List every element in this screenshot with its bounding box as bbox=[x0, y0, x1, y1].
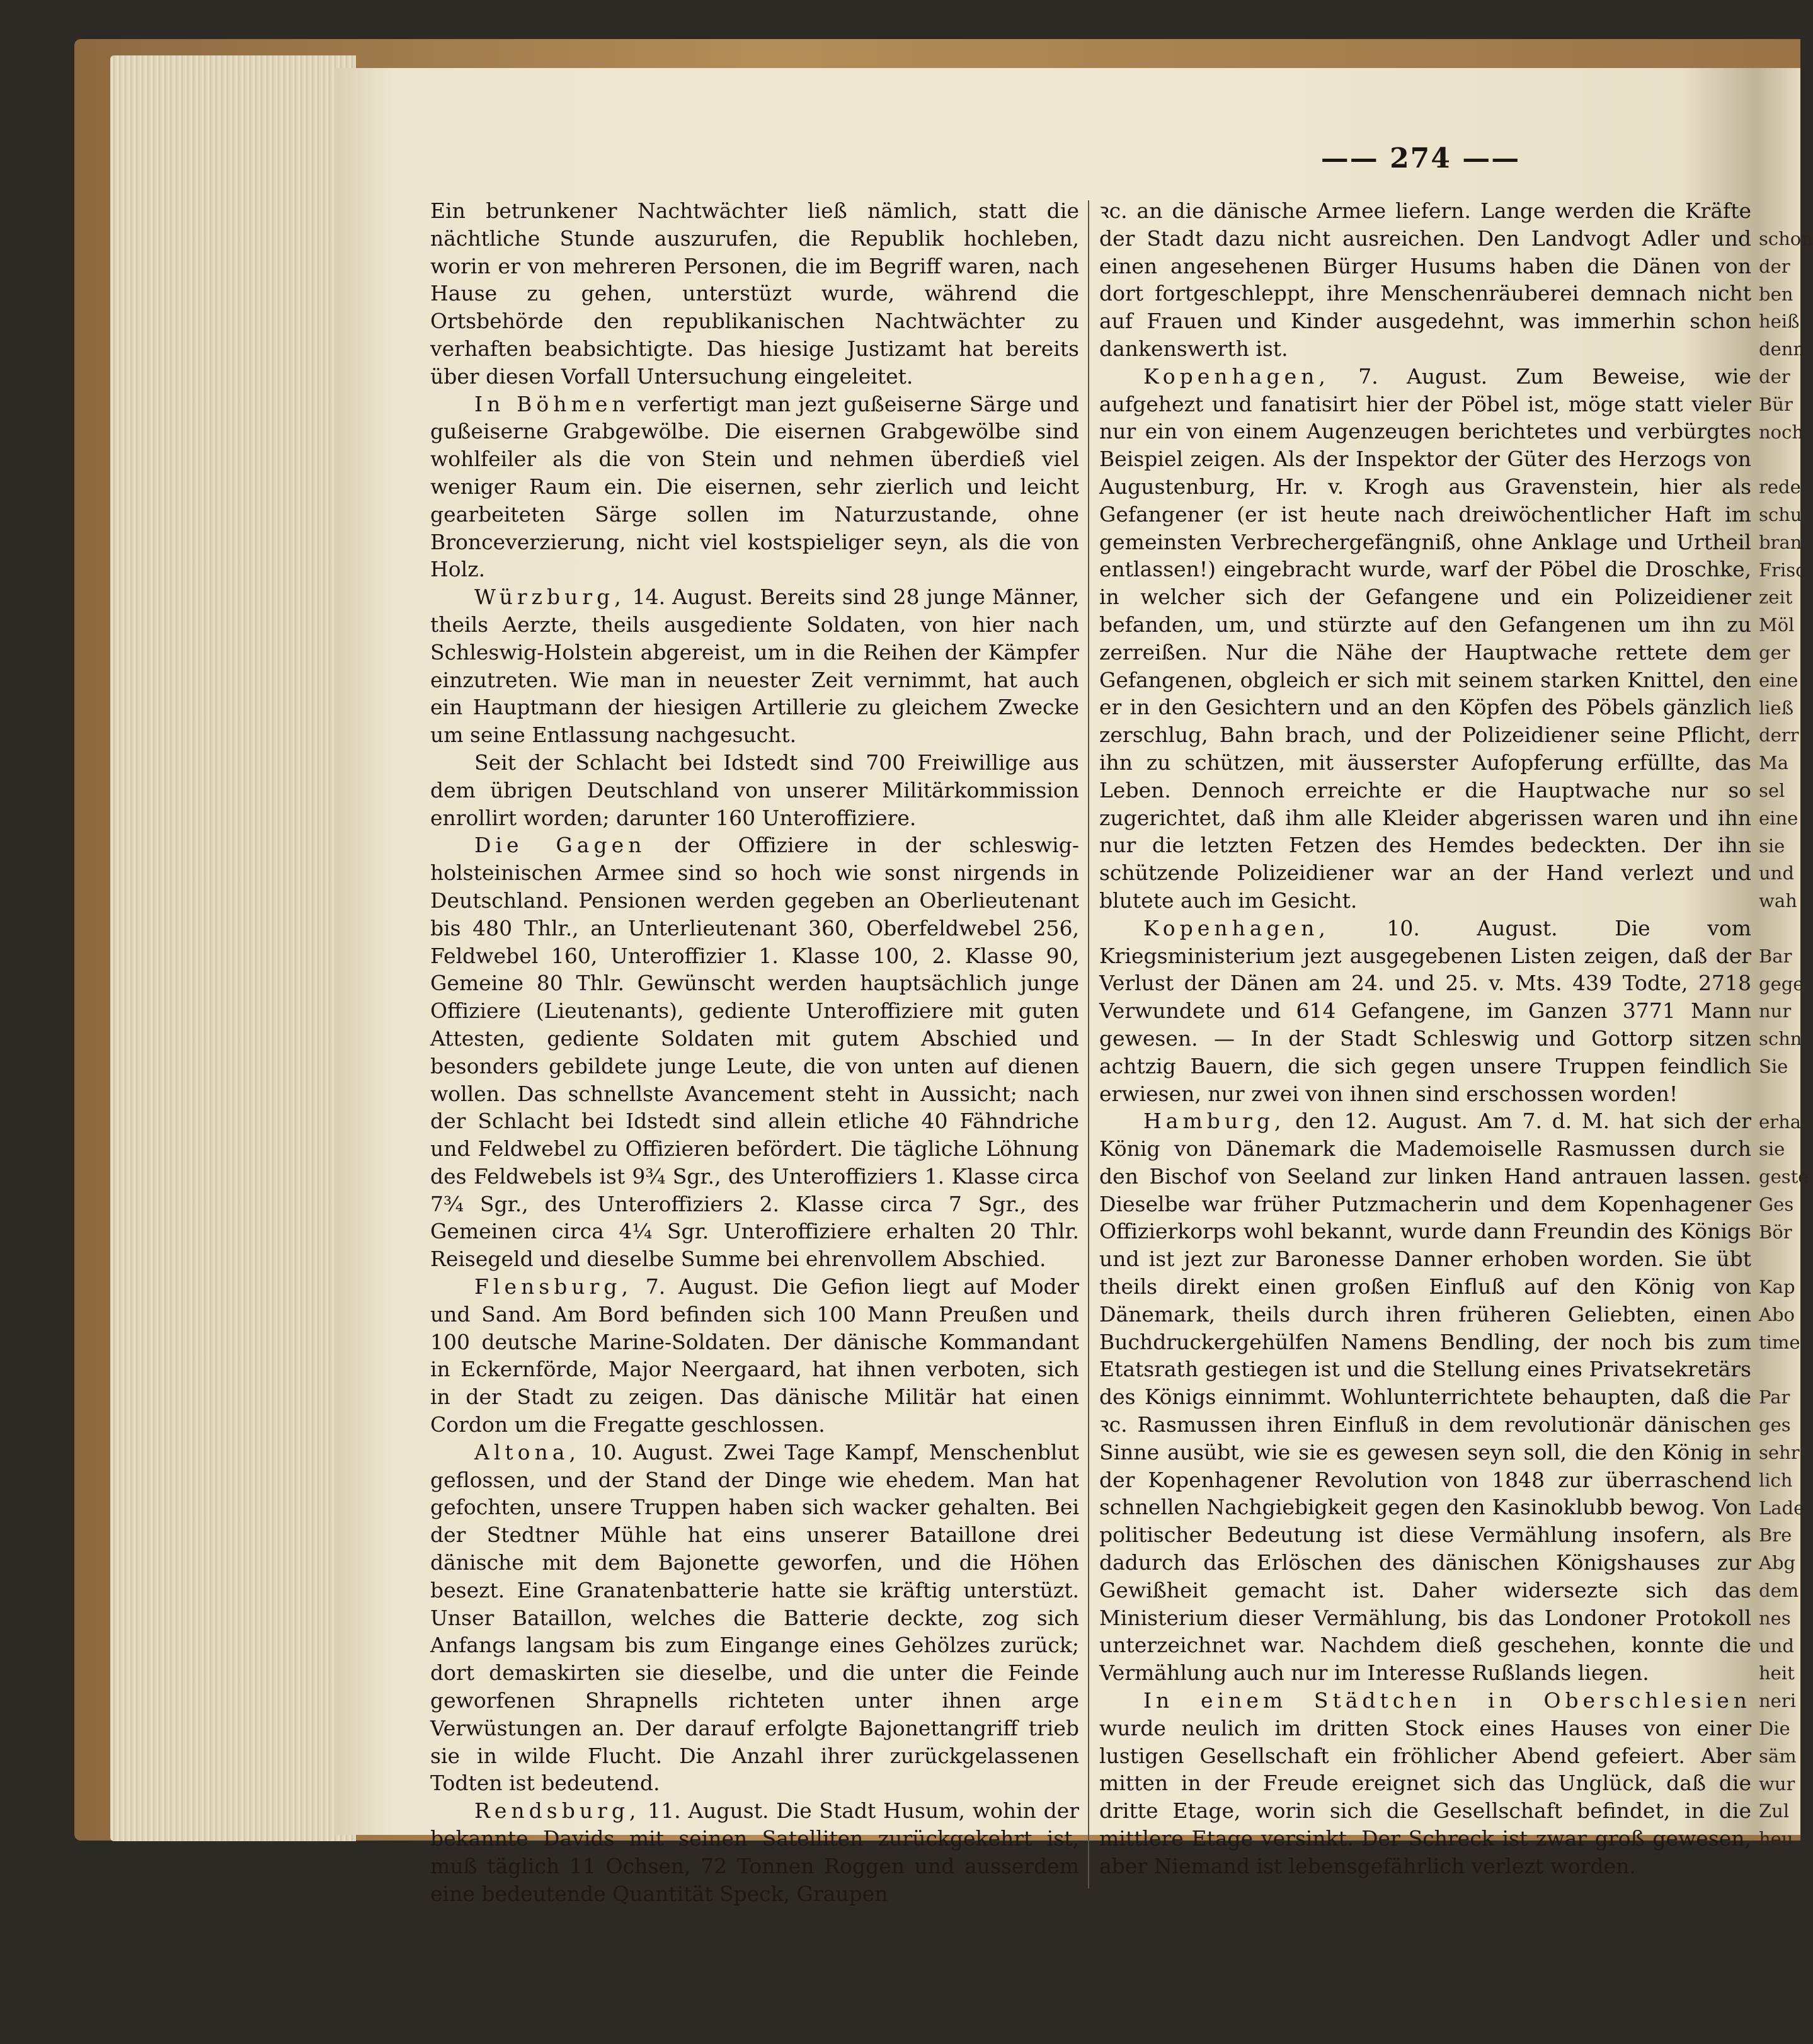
edge-word: Bre bbox=[1759, 1524, 1792, 1546]
edge-word: eine bbox=[1759, 669, 1799, 691]
edge-word: sel bbox=[1759, 779, 1785, 801]
dateline: Hamburg, bbox=[1143, 1109, 1286, 1134]
edge-word: bran bbox=[1759, 531, 1802, 553]
edge-word: time bbox=[1759, 1331, 1800, 1353]
edge-word: Ges bbox=[1759, 1193, 1794, 1215]
page-number: —— 274 —— bbox=[1320, 142, 1521, 174]
edge-word: heu bbox=[1759, 1828, 1793, 1850]
paragraph-text: wurde neulich im dritten Stock eines Hauses von einer lustigen Gesellschaft ein fröhlicher Abend gefeiert. Aber mitten in der Freude ereignet sich das Unglück, daß die dritte Etage, worin sich die Gesellschaft befindet, in die mittlere Etage versinkt. Der Schreck ist zwar groß gewesen, aber Niemand ist lebensgefährlich verlezt worden. bbox=[1099, 1715, 1751, 1878]
left-column bbox=[430, 197, 1079, 1907]
dateline: In einem Städtchen in Oberschlesien bbox=[1143, 1688, 1751, 1713]
edge-word: Sie bbox=[1759, 1055, 1788, 1077]
paragraph-text: 7. August. Die Gefion liegt auf Moder und Sand. Am Bord befinden sich 100 Mann Preußen und 100 deutsche Marine-Soldaten. Der dänische Kommandant in Eckernförde, Major Neergaard, hat ihnen verboten, sich in der Stadt zu zeigen. Das dänische Militär hat einen Cordon um die Fregatte geschlossen. bbox=[430, 1274, 1079, 1437]
paragraph-text: 7. August. Zum Beweise, wie aufgehezt und fanatisirt hier der Pöbel ist, möge statt vieler nur ein von einem Augenzeugen berichtetes und verbürgtes Beispiel zeigen. Als der Inspektor der Güter des Herzogs von Augustenburg, Hr. v. Krogh aus Gravenstein, hier als Gefangener (er ist heute nach dreiwöchentlicher Haft im gemeinsten Verbrechergefängniß, ohne Anklage und Urtheil entlassen!) eingebracht wurde, warf der Pöbel die Droschke, in welcher sich der Gefangene und ein Polizeidiener befanden, um, und stürzte auf den Gefangenen um ihn zu zerreißen. Nur die Nähe der Hauptwache rettete dem Gefangenen, obgleich er sich mit seinem starken Knittel, den er in den Gesichtern und an den Köpfen des Pöbels gänzlich zerschlug, Bahn brach, und der Polizeidiener seine Pflicht, ihn zu schützen, mit äusserster Aufopferung erfüllte, das Leben. Dennoch erreichte er die Hauptwache nur so zugerichtet, daß ihm alle Kleider abgerissen waren und ihn nur die letzten Fetzen des Hemdes bedeckten. Der ihn schützende Polizeidiener war an der Hand verlezt und blutete auch im Gesicht. bbox=[1099, 363, 1751, 913]
page-edges bbox=[110, 55, 356, 1841]
article-paragraph bbox=[1099, 915, 1751, 1108]
dateline: Kopenhagen, bbox=[1143, 363, 1330, 389]
edge-word: Möl bbox=[1759, 614, 1795, 636]
edge-word: der bbox=[1759, 255, 1790, 277]
edge-word: lich bbox=[1759, 1469, 1793, 1491]
paragraph-text: Seit der Schlacht bei Idstedt sind 700 Freiwillige aus dem übrigen Deutschland von unserer Militärkommission enrollirt worden; darunter 160 Unteroffiziere. bbox=[430, 750, 1079, 830]
edge-word: Frisc bbox=[1759, 559, 1806, 581]
edge-word: Bör bbox=[1759, 1221, 1792, 1243]
edge-word: ließ bbox=[1759, 697, 1794, 719]
edge-word: ges bbox=[1759, 1414, 1791, 1436]
edge-word: wah bbox=[1759, 890, 1797, 912]
dateline: In Böhmen bbox=[474, 391, 630, 416]
edge-word: Lade bbox=[1759, 1497, 1805, 1519]
edge-word bbox=[1759, 1081, 1803, 1109]
article-paragraph bbox=[430, 831, 1079, 1273]
dateline: Kopenhagen, bbox=[1143, 915, 1330, 940]
edge-word: heiß bbox=[1759, 311, 1800, 333]
edge-word: schn bbox=[1759, 1028, 1802, 1050]
paragraph-text: der Offiziere in der schleswig-holsteinischen Armee sind so hoch wie sonst nirgends in Deutschland. Pensionen werden gegeben an Oberlieutenant bis 480 Thlr., an Unterlieutenant 360, Oberfeldwebel 256, Feldwebel 160, Unteroffizier 1. Klasse 100, 2. Klasse 90, Gemeine 80 Thlr. Gewünscht werden hauptsächlich junge Offiziere (Lieutenants), gediente Unteroffiziere mit guten Attesten, gediente Soldaten mit gutem Abschied und besonders gebildete junge Leute, die von unten auf dienen wollen. Das schnellste Avancement steht in Aussicht; nach der Schlacht bei Idstedt sind allein etliche 40 Fähndriche und Feldwebel zu Offizieren befördert. Die tägliche Löhnung des Feldwebels ist 9¾ Sgr., des Unteroffiziers 1. Klasse circa 7¾ Sgr., des Unteroffiziers 2. Klasse circa 7 Sgr., des Gemeinen circa 4¼ Sgr. Unteroffiziere erhalten 20 Thlr. Reisegeld und dieselbe Summe bei ehrenvollem Abschied. bbox=[430, 833, 1079, 1272]
book-page bbox=[334, 68, 1813, 1906]
edge-word: der bbox=[1759, 365, 1790, 387]
paragraph-text: 11. August. Die Stadt Husum, wohin der bekannte Davids mit seinen Satelliten zurückgekehrt ist, muß täglich 11 Ochsen, 72 Tonnen Roggen und ausserdem eine bedeutende Quantität Speck, Graupen bbox=[430, 1798, 1079, 1906]
edge-word: gege bbox=[1759, 973, 1804, 995]
article-paragraph bbox=[1099, 197, 1751, 363]
paragraph-text: den 12. August. Am 7. d. M. hat sich der König von Dänemark die Mademoiselle Rasmussen durch den Bischof von Seeland zur linken Hand antrauen lassen. Dieselbe war früher Putzmacherin und dem Kopenhagener Offizierkorps wohl bekannt, wurde dann Freundin des Königs und ist jezt zur Baronesse Danner erhoben worden. Sie übt theils direkt einen großen Einfluß auf den König von Dänemark, theils durch ihren früheren Geliebten, einen Buchdruckergehülfen Namens Bendling, der noch bis zum Etatsrath gestiegen ist und die Stellung eines Privatsekretärs des Königs einnimmt. Wohlunterrichtete behaupten, daß die ꝛc. Rasmussen ihren Einfluß in dem revolutionär dänischen Sinne ausübt, wie sie es gewesen seyn soll, die den König in der Kopenhagener Revolution von 1848 zur überraschend schnellen Nachgiebigkeit gegen den Kasinoklubb bewog. Von politischer Bedeutung ist diese Vermählung insofern, als dadurch das Erlöschen des dänischen Königshauses zur Gewißheit gemacht ist. Daher widersezte sich das Ministerium dieser Vermählung, bis das Londoner Protokoll unterzeichnet war. Nachdem dieß geschehen, konnte die Vermählung auch nur im Interesse Rußlands liegen. bbox=[1099, 1109, 1751, 1686]
edge-word: Abo bbox=[1759, 1304, 1795, 1326]
edge-word: Zul bbox=[1759, 1800, 1790, 1822]
dateline: Rendsburg, bbox=[474, 1798, 641, 1824]
edge-word: noch bbox=[1759, 421, 1804, 443]
edge-word: Ma bbox=[1759, 752, 1788, 774]
paragraph-text: 10. August. Zwei Tage Kampf, Menschenblut geflossen, und der Stand der Dinge wie ehedem. Man hat gefochten, unsere Truppen haben sich wacker gehalten. Bei der Stedtner Mühle hat eins unserer Bataillone drei dänische mit dem Bajonette geworfen, und die Höhen besezt. Eine Granatenbatterie hatte sie kräftig unterstüzt. Unser Bataillon, welches die Batterie deckte, zog sich Anfangs langsam bis zum Eingange eines Gehölzes zurück; dort demaskirten sie dieselbe, und die unter die Feinde geworfenen Shrapnells richteten unter ihnen arge Verwüstungen an. Der darauf erfolgte Bajonettangriff trieb sie in wilde Flucht. Die Anzahl ihrer zurückgelassenen Todten ist bedeutend. bbox=[430, 1439, 1079, 1796]
edge-word: schon bbox=[1759, 228, 1813, 249]
edge-word: Par bbox=[1759, 1386, 1790, 1408]
edge-word bbox=[1759, 1357, 1803, 1385]
edge-word: heit bbox=[1759, 1662, 1795, 1684]
dateline: Würzburg, bbox=[474, 585, 626, 610]
edge-word bbox=[1759, 446, 1803, 474]
article-paragraph bbox=[430, 391, 1079, 584]
edge-word: rede bbox=[1759, 476, 1801, 498]
edge-word: nur bbox=[1759, 1000, 1792, 1022]
article-paragraph bbox=[1099, 363, 1751, 915]
dateline: Altona, bbox=[474, 1439, 580, 1464]
edge-word: Die bbox=[1759, 1718, 1790, 1740]
edge-word: und bbox=[1759, 1635, 1794, 1657]
edge-word: erha bbox=[1759, 1110, 1801, 1133]
right-column bbox=[1099, 197, 1751, 1880]
article-paragraph bbox=[430, 1797, 1079, 1907]
edge-word: dem bbox=[1759, 1580, 1799, 1602]
paragraph-text: 14. August. Bereits sind 28 junge Männer, theils Aerzte, theils ausgediente Soldaten, von hier nach Schleswig-Holstein abgereist, um in die Reihen der Kämpfer einzutreten. Wie man in neuester Zeit vernimmt, hat auch ein Hauptmann der hiesigen Artillerie zu gleichem Zwecke um seine Entlassung nachgesucht. bbox=[430, 585, 1079, 748]
edge-word: Kap bbox=[1759, 1276, 1795, 1298]
paragraph-text: ꝛc. an die dänische Armee liefern. Lange werden die Kräfte der Stadt dazu nicht ausreichen. Den Landvogt Adler und einen angesehenen Bürger Husums haben die Dänen von dort fortgeschleppt, ihre Menschenräuberei demnach nicht auf Frauen und Kinder ausgedehnt, was immerhin schon dankenswerth ist. bbox=[1099, 198, 1751, 361]
article-paragraph bbox=[430, 749, 1079, 831]
edge-word: Bür bbox=[1759, 393, 1793, 415]
edge-word: und bbox=[1759, 862, 1794, 884]
article-paragraph bbox=[430, 1439, 1079, 1797]
article-paragraph bbox=[430, 197, 1079, 391]
dateline: Flensburg, bbox=[474, 1274, 632, 1299]
edge-word: Abg bbox=[1759, 1552, 1796, 1574]
column-divider bbox=[1088, 200, 1089, 1888]
edge-word: neri bbox=[1759, 1690, 1796, 1712]
paragraph-text: verfertigt man jezt gußeiserne Särge und gußeiserne Grabgewölbe. Die eisernen Grabgewölbe sind wohlfeiler als die von Stein und nehmen überdieß viel weniger Raum ein. Die eisernen, sehr zierlich und leicht gearbeiteten Särge sollen im Naturzustande, ohne Bronceverzierung, nicht viel kostspieliger seyn, als die von Holz. bbox=[430, 391, 1079, 582]
edge-word: schu bbox=[1759, 503, 1802, 525]
dateline: Die Gagen bbox=[474, 833, 646, 858]
next-page-edge-text bbox=[1759, 226, 1813, 1853]
edge-word: Bar bbox=[1759, 945, 1792, 967]
edge-word: derr bbox=[1759, 724, 1799, 746]
paragraph-text: 10. August. Die vom Kriegsministerium jezt ausgegebenen Listen zeigen, daß der Verlust der Dänen am 24. und 25. v. Mts. 439 Todte, 2718 Verwundete und 614 Gefangene, im Ganzen 3771 Mann gewesen. — In der Stadt Schleswig und Gottorp sitzen achtzig Bauern, die sich gegen unsere Truppen feindlich erwiesen, nur zwei von ihnen sind erschossen worden! bbox=[1099, 915, 1751, 1106]
article-paragraph bbox=[430, 1273, 1079, 1439]
article-paragraph bbox=[430, 583, 1079, 749]
edge-word: wur bbox=[1759, 1773, 1795, 1795]
edge-word: sehr bbox=[1759, 1442, 1800, 1464]
edge-word: ben bbox=[1759, 283, 1793, 305]
edge-word bbox=[1759, 915, 1803, 943]
article-paragraph bbox=[1099, 1107, 1751, 1687]
edge-word bbox=[1759, 1246, 1803, 1274]
edge-word: denn bbox=[1759, 338, 1805, 360]
edge-word: zeit bbox=[1759, 586, 1793, 608]
edge-word: eine bbox=[1759, 807, 1799, 829]
edge-word: ger bbox=[1759, 641, 1790, 663]
edge-word: geste bbox=[1759, 1166, 1809, 1188]
paragraph-text: Ein betrunkener Nachtwächter ließ nämlich, statt die nächtliche Stunde auszurufen, die Republik hochleben, worin er von mehreren Personen, die im Begriff waren, nach Hause zu gehen, unterstüzt wurde, während die Ortsbehörde den republikanischen Nachtwächter zu verhaften beabsichtigte. Das hiesige Justizamt hat bereits über diesen Vorfall Untersuchung eingeleitet. bbox=[430, 198, 1079, 389]
edge-word: nes bbox=[1759, 1607, 1791, 1629]
edge-word: sie bbox=[1759, 1138, 1785, 1160]
edge-word: sie bbox=[1759, 835, 1785, 857]
edge-word: säm bbox=[1759, 1745, 1797, 1767]
article-paragraph bbox=[1099, 1687, 1751, 1880]
